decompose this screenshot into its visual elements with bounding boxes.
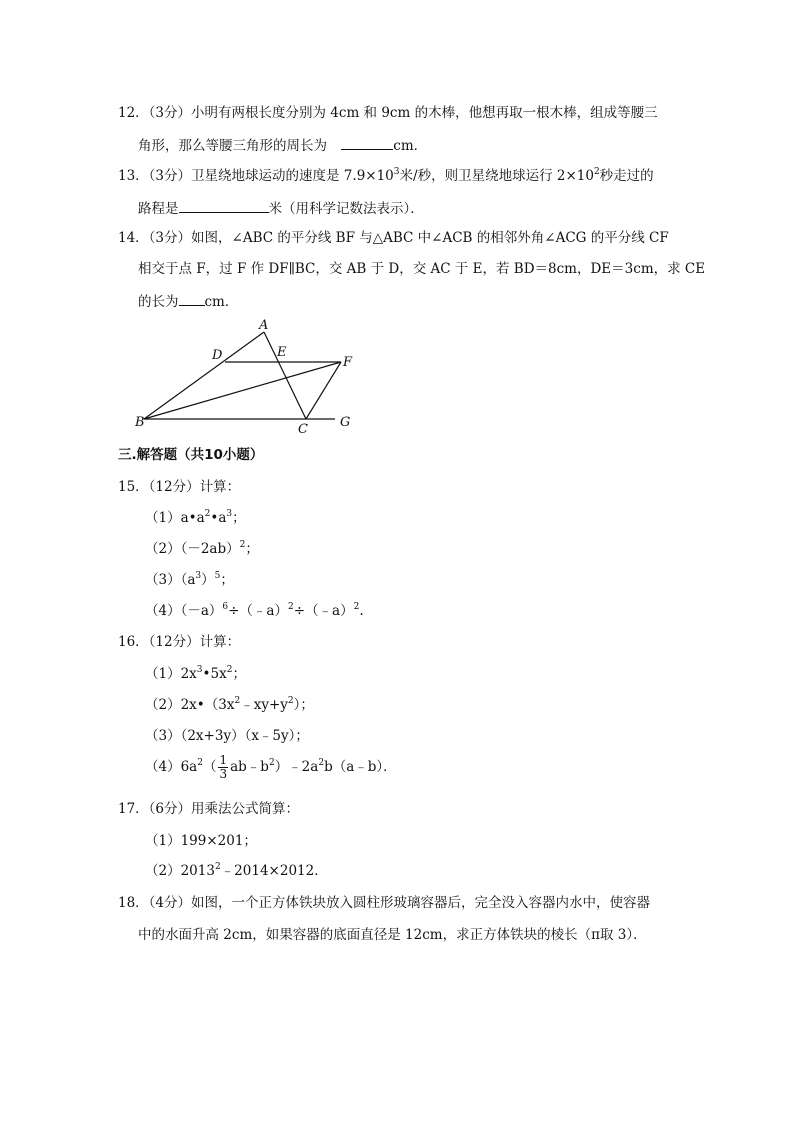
q16-part2 — [145, 696, 314, 714]
section-title: 三.解答题（共10小题） — [118, 447, 264, 463]
q16-p4-exp3: 2 — [318, 758, 325, 768]
q13-line2-text: 路程是 — [138, 201, 179, 217]
q16-p1-a: （1）2x — [145, 666, 197, 682]
fraction-numerator: 1 — [219, 753, 228, 767]
q16-p2-c: ）； — [293, 697, 314, 713]
q15-p1-b: •a — [210, 510, 227, 526]
q17-p2-exp1: 2 — [214, 862, 221, 872]
q16-p1-exp2: 2 — [226, 665, 233, 675]
q15-p4-exp2: 2 — [288, 602, 294, 612]
q15-part4 — [145, 602, 364, 620]
q14-answer-blank[interactable] — [179, 291, 205, 306]
q13-line1 — [118, 167, 654, 185]
q15-title: 15．（12分）计算： — [118, 479, 241, 495]
q14-line1: 14．（3分）如图，∠ABC 的平分线 BF 与△ABC 中∠ACB 的相邻外角∠ACG 的平分线 CF — [118, 230, 669, 246]
q16-part1 — [145, 665, 246, 683]
q16-p2-exp1: 2 — [234, 696, 241, 706]
q12-line2-text: 角形，那么等腰三角形的周长为 — [138, 138, 327, 154]
q16-part4 — [145, 753, 397, 781]
q15-p4-c: ÷（﹣a） — [293, 603, 354, 619]
q15-part3 — [145, 571, 234, 589]
q15-p1-exp1: 2 — [204, 509, 211, 519]
q13-exp1: 3 — [393, 167, 400, 177]
q12-answer-blank[interactable] — [341, 135, 393, 150]
q13-exp2: 2 — [593, 167, 600, 177]
q16-fraction — [218, 754, 228, 781]
q16-p4-f: b（a﹣b）． — [324, 759, 397, 775]
q16-p4-d: ）﹣2a — [274, 759, 319, 775]
q16-p4-a: （4）6a — [145, 759, 198, 775]
q14-line2: 相交于点 F，过 F 作 DF∥BC，交 AB 于 D，交 AC 于 E，若 BD＝8cm，DE＝3cm，求 CE — [138, 261, 706, 277]
label-A: A — [259, 318, 269, 333]
q18-line2: 中的水面升高 2cm，如果容器的底面直径是 12cm，求正方体铁块的棱长（π取 3）． — [138, 927, 647, 943]
label-E: E — [277, 345, 287, 360]
q16-p4-c: ab﹣b — [230, 759, 269, 775]
q15-p3-exp1: 3 — [195, 571, 202, 581]
q13-line2 — [138, 198, 424, 218]
q15-part2 — [145, 540, 259, 558]
q16-part3: （3）（2x+3y）（x﹣5y）； — [145, 728, 309, 744]
q16-p4-exp2: 2 — [268, 758, 275, 768]
q13-line2-tail: 米（用科学记数法表示）． — [268, 201, 424, 217]
q13-answer-blank[interactable] — [179, 198, 269, 213]
q17-title: 17．（6分）用乘法公式简算： — [118, 801, 300, 817]
q15-p4-exp3: 2 — [353, 602, 360, 612]
q15-p4-d: . — [359, 603, 364, 619]
label-F: F — [343, 355, 353, 370]
q14-line3 — [138, 291, 238, 311]
q17-p2-b: ﹣2014×2012． — [220, 863, 328, 879]
q12-unit: cm． — [393, 138, 428, 154]
q16-p1-c: ； — [232, 666, 246, 682]
q13-text-a: 13．（3分）卫星绕地球运动的速度是 7.9×10 — [118, 168, 394, 184]
q16-p2-a: （2）2x•（3x — [145, 697, 235, 713]
q16-p1-b: •5x — [202, 666, 227, 682]
q14-unit: cm． — [204, 294, 239, 310]
segment-BA — [144, 332, 264, 419]
q14-line3-text: 的长为 — [138, 294, 179, 310]
fraction-denominator: 3 — [219, 767, 228, 781]
q15-p4-b: ÷（﹣a） — [228, 603, 288, 619]
q13-text-b: 米/秒，则卫星绕地球运行 2×10 — [399, 168, 594, 184]
q13-text-c: 秒走过的 — [599, 168, 654, 184]
q15-p1-a: （1）a•a — [145, 510, 205, 526]
q14-triangle-figure — [130, 318, 390, 438]
q12-line1: 12．（3分）小明有两根长度分别为 4cm 和 9cm 的木棒，他想再取一根木棒，组成等腰三 — [118, 105, 658, 121]
label-B: B — [135, 415, 145, 430]
q16-p4-b: （ — [202, 759, 217, 775]
q12-line2 — [138, 135, 427, 155]
q16-p2-b: ﹣xy+y — [240, 697, 288, 713]
label-D: D — [212, 348, 223, 363]
q17-part1: （1）199×201； — [145, 833, 257, 849]
q15-p3-c: ； — [220, 572, 234, 588]
q15-p3-b: ） — [201, 572, 215, 588]
q17-p2-a: （2）2013 — [145, 863, 215, 879]
q16-p4-exp1: 2 — [197, 758, 203, 768]
q16-title: 16．（12分）计算： — [118, 634, 241, 650]
q15-p4-exp1: 6 — [222, 602, 229, 612]
q18-line1: 18．（4分）如图，一个正方体铁块放入圆柱形玻璃容器后，完全没入容器内水中，使容器 — [118, 895, 651, 911]
label-G: G — [340, 415, 351, 430]
q15-p1-c: ； — [232, 510, 246, 526]
q15-p4-a: （4）（－a） — [145, 603, 223, 619]
label-C: C — [298, 422, 308, 437]
q17-part2 — [145, 862, 328, 880]
q15-p2-exp1: 2 — [239, 540, 246, 550]
q15-p3-a: （3）（a — [145, 572, 196, 588]
q15-p3-exp2: 5 — [214, 571, 221, 581]
q15-p2-a: （2）（－2ab） — [145, 541, 240, 557]
q15-p1-exp2: 3 — [226, 509, 233, 519]
q16-p2-exp2: 2 — [287, 696, 294, 706]
q15-part1 — [145, 509, 246, 527]
q15-p2-b: ； — [245, 541, 259, 557]
q16-p1-exp1: 3 — [196, 665, 203, 675]
